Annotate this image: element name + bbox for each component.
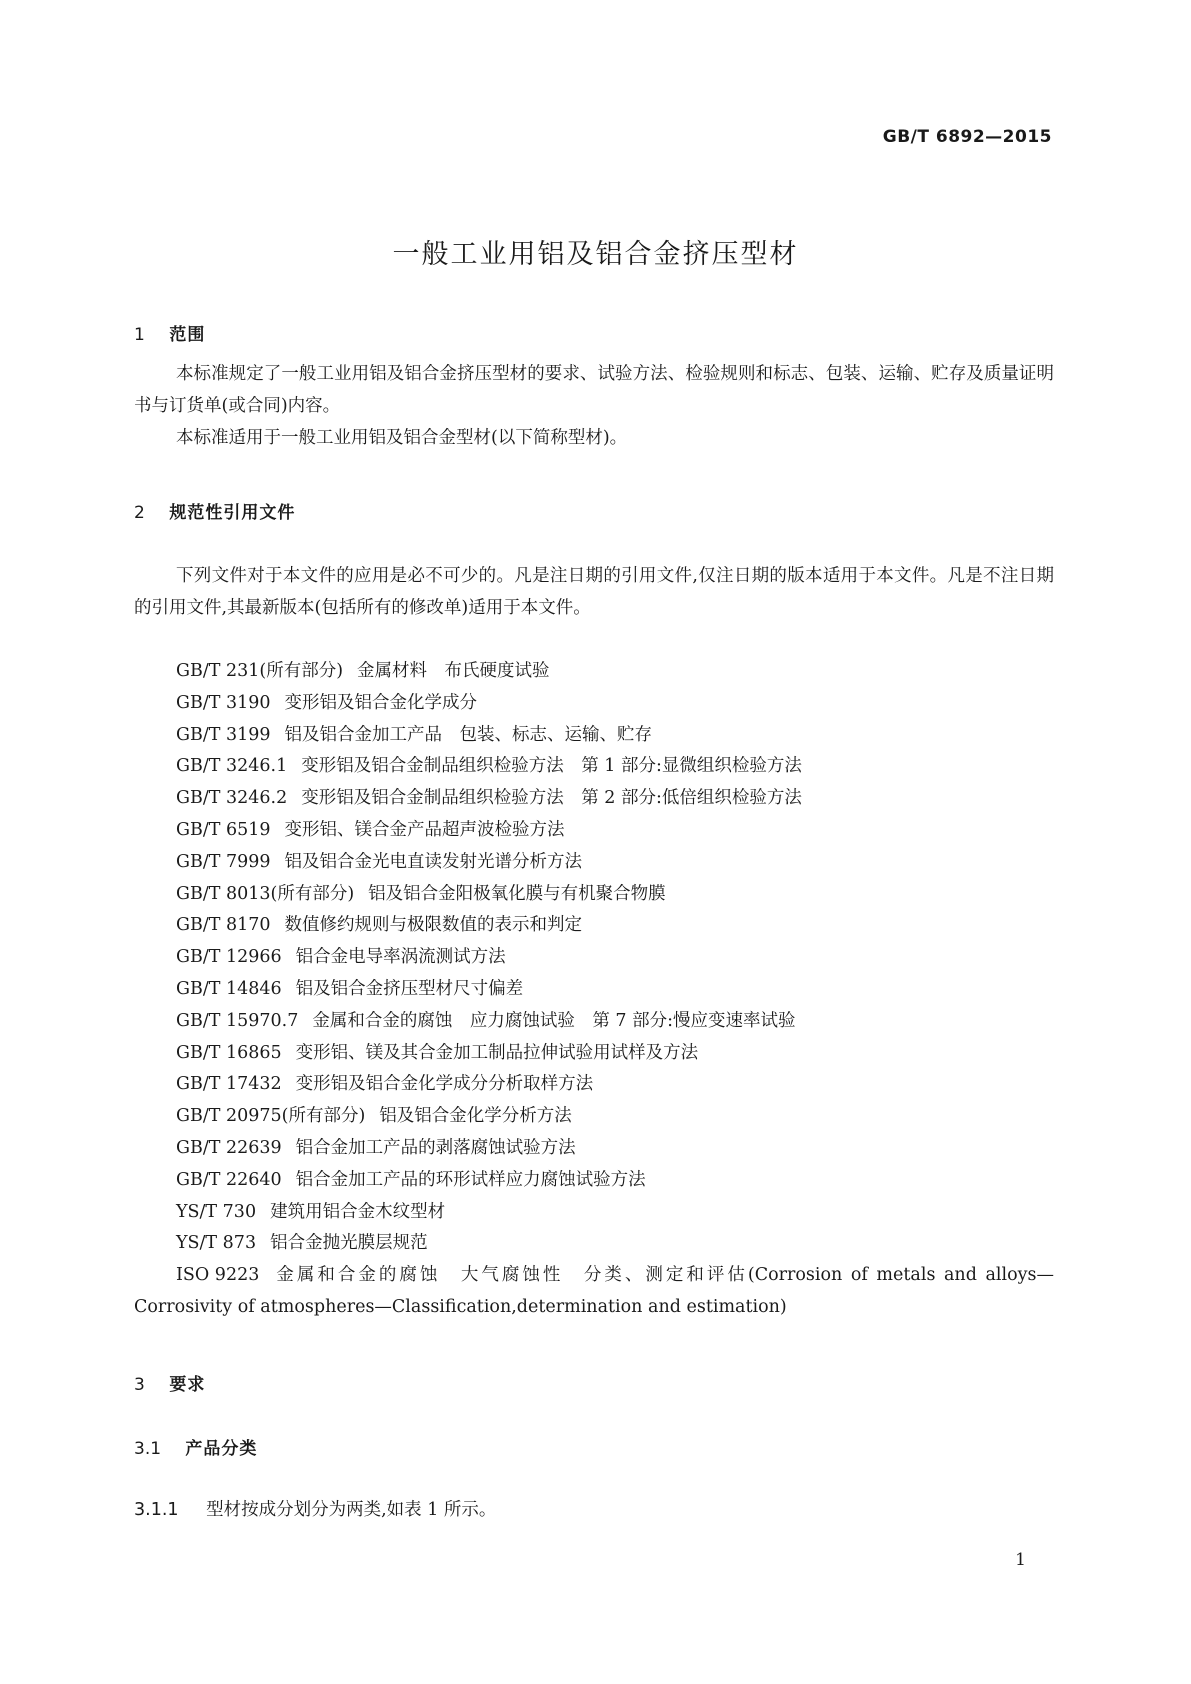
section-3-1-heading: [134, 1434, 257, 1459]
clause-number: 3.1.1: [134, 1500, 179, 1520]
reference-title: 数值修约规则与极限数值的表示和判定: [284, 915, 583, 936]
reference-title: 变形铝及铝合金化学成分分析取样方法: [295, 1074, 594, 1095]
section-title: 要求: [169, 1375, 206, 1395]
reference-title: 变形铝、镁及其合金加工制品拉伸试验用试样及方法: [295, 1042, 699, 1063]
reference-item: [134, 688, 1054, 720]
reference-item: [134, 656, 1054, 688]
scope-paragraph-1: 本标准规定了一般工业用铝及铝合金挤压型材的要求、试验方法、检验规则和标志、包装、运输、贮存及质量证明书与订货单(或合同)内容。: [134, 364, 1054, 416]
reference-item: [134, 720, 1054, 752]
reference-title: 铝及铝合金光电直读发射光谱分析方法: [284, 851, 583, 872]
reference-item: [134, 1133, 1054, 1165]
reference-code: GB/T 14846: [176, 978, 282, 999]
reference-title: 铝及铝合金阳极氧化膜与有机聚合物膜: [368, 883, 666, 904]
section-number: 2: [134, 503, 145, 523]
reference-code: GB/T 16865: [176, 1042, 282, 1063]
reference-code: GB/T 8170: [176, 915, 271, 936]
reference-item: [134, 1197, 1054, 1229]
reference-item: [134, 1038, 1054, 1070]
reference-code: GB/T 3246.1: [176, 756, 288, 777]
reference-title: 铝合金电导率涡流测试方法: [295, 947, 506, 968]
section-1-heading: [134, 320, 205, 345]
section-title: 规范性引用文件: [169, 503, 296, 523]
reference-code: GB/T 20975(所有部分): [176, 1106, 366, 1127]
section-number: 3.1: [134, 1439, 162, 1459]
reference-item: [134, 974, 1054, 1006]
reference-item: [134, 1069, 1054, 1101]
reference-code: ISO 9223: [176, 1265, 260, 1286]
reference-item: [134, 1006, 1054, 1038]
reference-item: [134, 751, 1054, 783]
reference-code: YS/T 873: [176, 1233, 257, 1254]
reference-code: GB/T 3190: [176, 692, 271, 713]
reference-item: [134, 1165, 1054, 1197]
section-number: 1: [134, 325, 145, 345]
section-2-heading: [134, 498, 295, 523]
reference-code: GB/T 22640: [176, 1169, 282, 1190]
reference-title: 建筑用铝合金木纹型材: [270, 1201, 446, 1222]
reference-item: [134, 910, 1054, 942]
reference-code: GB/T 3199: [176, 724, 271, 745]
reference-code: GB/T 7999: [176, 851, 271, 872]
reference-code: GB/T 22639: [176, 1137, 282, 1158]
reference-code: GB/T 17432: [176, 1074, 282, 1095]
reference-code: GB/T 8013(所有部分): [176, 883, 355, 904]
reference-title: 金属和合金的腐蚀 大气腐蚀性 分类、测定和评估(Corrosion of metals and alloys—Corrosivity of atmospheres—Classification,determination and estimation): [134, 1265, 1054, 1317]
reference-title: 铝及铝合金化学分析方法: [379, 1106, 572, 1127]
reference-title: 变形铝及铝合金制品组织检验方法 第 2 部分:低倍组织检验方法: [301, 788, 802, 809]
reference-title: 变形铝及铝合金化学成分: [284, 692, 478, 713]
section-number: 3: [134, 1375, 145, 1395]
clause-text: 型材按成分划分为两类,如表 1 所示。: [206, 1500, 497, 1520]
section-title: 产品分类: [185, 1439, 258, 1459]
reference-item: [134, 879, 1054, 911]
reference-title: 铝合金加工产品的剥落腐蚀试验方法: [295, 1137, 576, 1158]
normative-reference-list: [134, 656, 1054, 1324]
normative-intro-paragraph: 下列文件对于本文件的应用是必不可少的。凡是注日期的引用文件,仅注日期的版本适用于本文件。凡是不注日期的引用文件,其最新版本(包括所有的修改单)适用于本文件。: [134, 566, 1054, 618]
reference-item: [134, 1260, 1054, 1324]
reference-title: 铝及铝合金加工产品 包装、标志、运输、贮存: [284, 724, 653, 745]
reference-title: 变形铝及铝合金制品组织检验方法 第 1 部分:显微组织检验方法: [301, 756, 802, 777]
reference-title: 金属和合金的腐蚀 应力腐蚀试验 第 7 部分:慢应变速率试验: [312, 1010, 796, 1031]
reference-item: [134, 942, 1054, 974]
reference-item: [134, 1101, 1054, 1133]
clause-3-1-1: [134, 1496, 496, 1521]
reference-item: [134, 847, 1054, 879]
reference-item: [134, 1228, 1054, 1260]
reference-code: GB/T 231(所有部分): [176, 661, 344, 681]
reference-code: GB/T 12966: [176, 947, 282, 968]
reference-title: 铝合金抛光膜层规范: [270, 1233, 428, 1254]
document-title: 一般工业用铝及铝合金挤压型材: [392, 239, 799, 270]
standard-code: GB/T 6892—2015: [882, 127, 1052, 147]
section-title: 范围: [169, 325, 206, 345]
page-number: 1: [1015, 1550, 1026, 1570]
reference-title: 金属材料 布氏硬度试验: [357, 661, 550, 681]
scope-paragraph-2: 本标准适用于一般工业用铝及铝合金型材(以下简称型材)。: [176, 428, 628, 448]
reference-item: [134, 815, 1054, 847]
reference-title: 铝合金加工产品的环形试样应力腐蚀试验方法: [295, 1169, 646, 1190]
reference-code: GB/T 6519: [176, 819, 271, 840]
reference-code: GB/T 15970.7: [176, 1010, 299, 1031]
reference-code: YS/T 730: [176, 1201, 257, 1222]
reference-code: GB/T 3246.2: [176, 788, 288, 809]
reference-title: 铝及铝合金挤压型材尺寸偏差: [295, 978, 524, 999]
reference-title: 变形铝、镁合金产品超声波检验方法: [284, 819, 565, 840]
reference-item: [134, 783, 1054, 815]
section-3-heading: [134, 1370, 205, 1395]
